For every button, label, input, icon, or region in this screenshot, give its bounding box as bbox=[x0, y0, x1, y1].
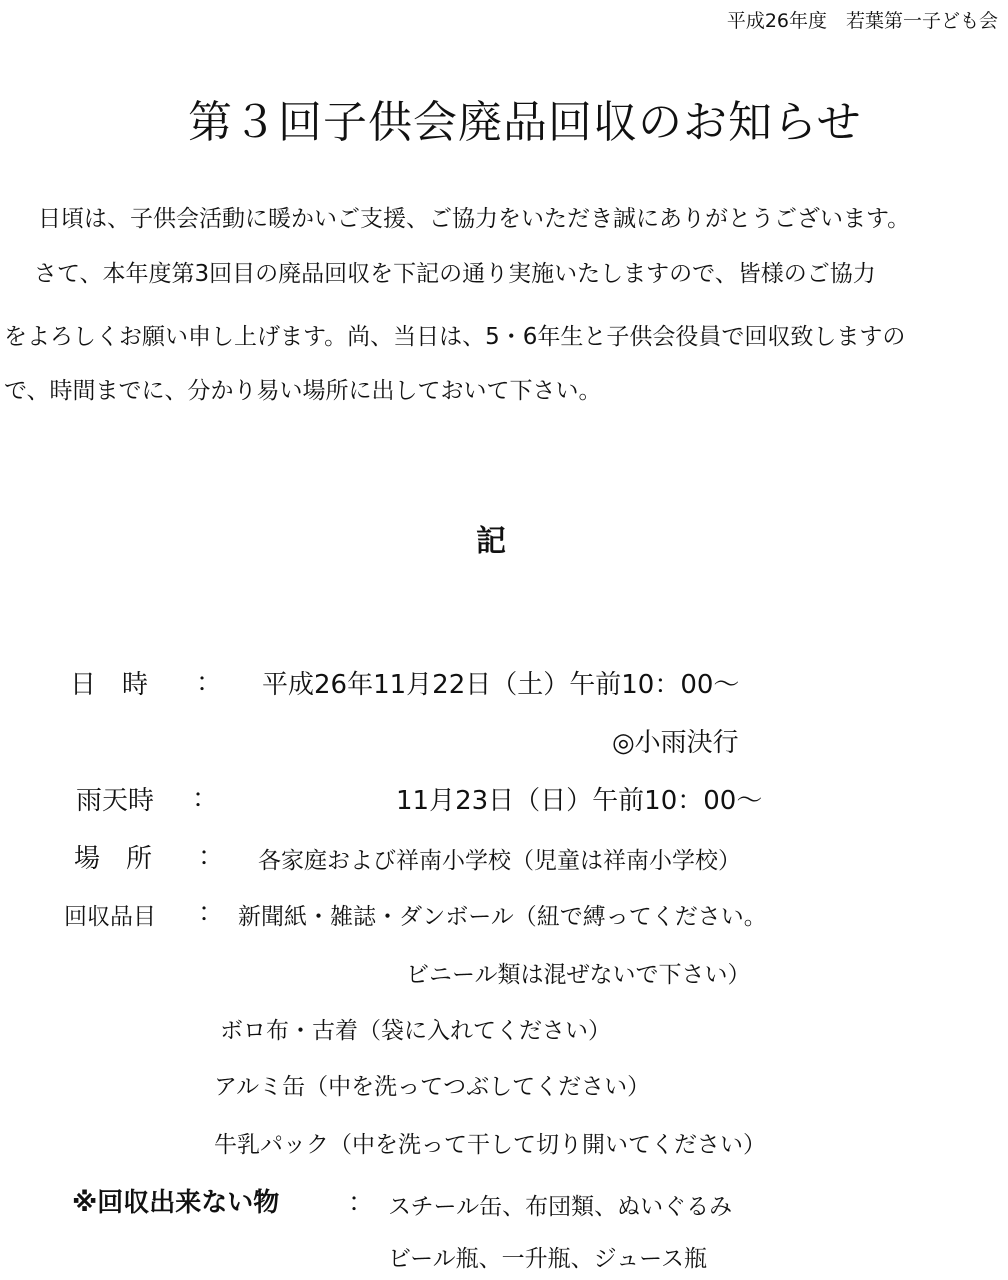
not-collected-item: ビール瓶、一升瓶、ジュース瓶 bbox=[388, 1246, 708, 1272]
place-value: 各家庭および祥南小学校（児童は祥南小学校） bbox=[258, 848, 741, 874]
rain-value: 11月23日（日）午前10：00～ bbox=[396, 786, 763, 816]
ki-heading: 記 bbox=[476, 524, 506, 559]
rain-colon: ： bbox=[192, 784, 219, 814]
notice-title: 第３回子供会廃品回収のお知らせ bbox=[188, 97, 862, 148]
collected-item: 新聞紙・雑誌・ダンボール（紐で縛ってください。 bbox=[238, 904, 767, 930]
place-label: 場 所 bbox=[74, 844, 153, 874]
not-collected-label: ※回収出来ない物 bbox=[72, 1188, 280, 1218]
body-line-1: 日頃は、子供会活動に暖かいご支援、ご協力をいただき誠にありがとうございます。 bbox=[38, 206, 911, 232]
datetime-value: 平成26年11月22日（土）午前10：00～ bbox=[262, 670, 740, 700]
datetime-colon: ： bbox=[196, 668, 223, 698]
not-collected-item: スチール缶、布団類、ぬいぐるみ bbox=[388, 1194, 733, 1220]
collected-item: ビニール類は混ぜないで下さい） bbox=[406, 962, 751, 988]
items-colon: ： bbox=[198, 898, 225, 928]
collected-item: ボロ布・古着（袋に入れてください） bbox=[220, 1018, 611, 1044]
collected-item: 牛乳パック（中を洗って干して切り開いてください） bbox=[214, 1132, 766, 1158]
body-line-2: さて、本年度第3回目の廃品回収を下記の通り実施いたしますので、皆様のご協力 bbox=[34, 261, 876, 287]
body-line-3: をよろしくお願い申し上げます。尚、当日は、5・6年生と子供会役員で回収致しますの bbox=[4, 324, 906, 350]
items-label: 回収品目 bbox=[64, 904, 156, 930]
place-colon: ： bbox=[198, 842, 225, 872]
collected-item: アルミ缶（中を洗ってつぶしてください） bbox=[214, 1074, 651, 1100]
organization-name: 平成26年度 若葉第一子ども会 bbox=[726, 10, 998, 32]
body-line-4: で、時間までに、分かり易い場所に出しておいて下さい。 bbox=[4, 378, 602, 404]
datetime-note: ◎小雨決行 bbox=[612, 728, 739, 758]
not-collected-colon: ： bbox=[348, 1188, 375, 1218]
rain-label: 雨天時 bbox=[76, 786, 155, 816]
datetime-label: 日 時 bbox=[70, 670, 149, 700]
